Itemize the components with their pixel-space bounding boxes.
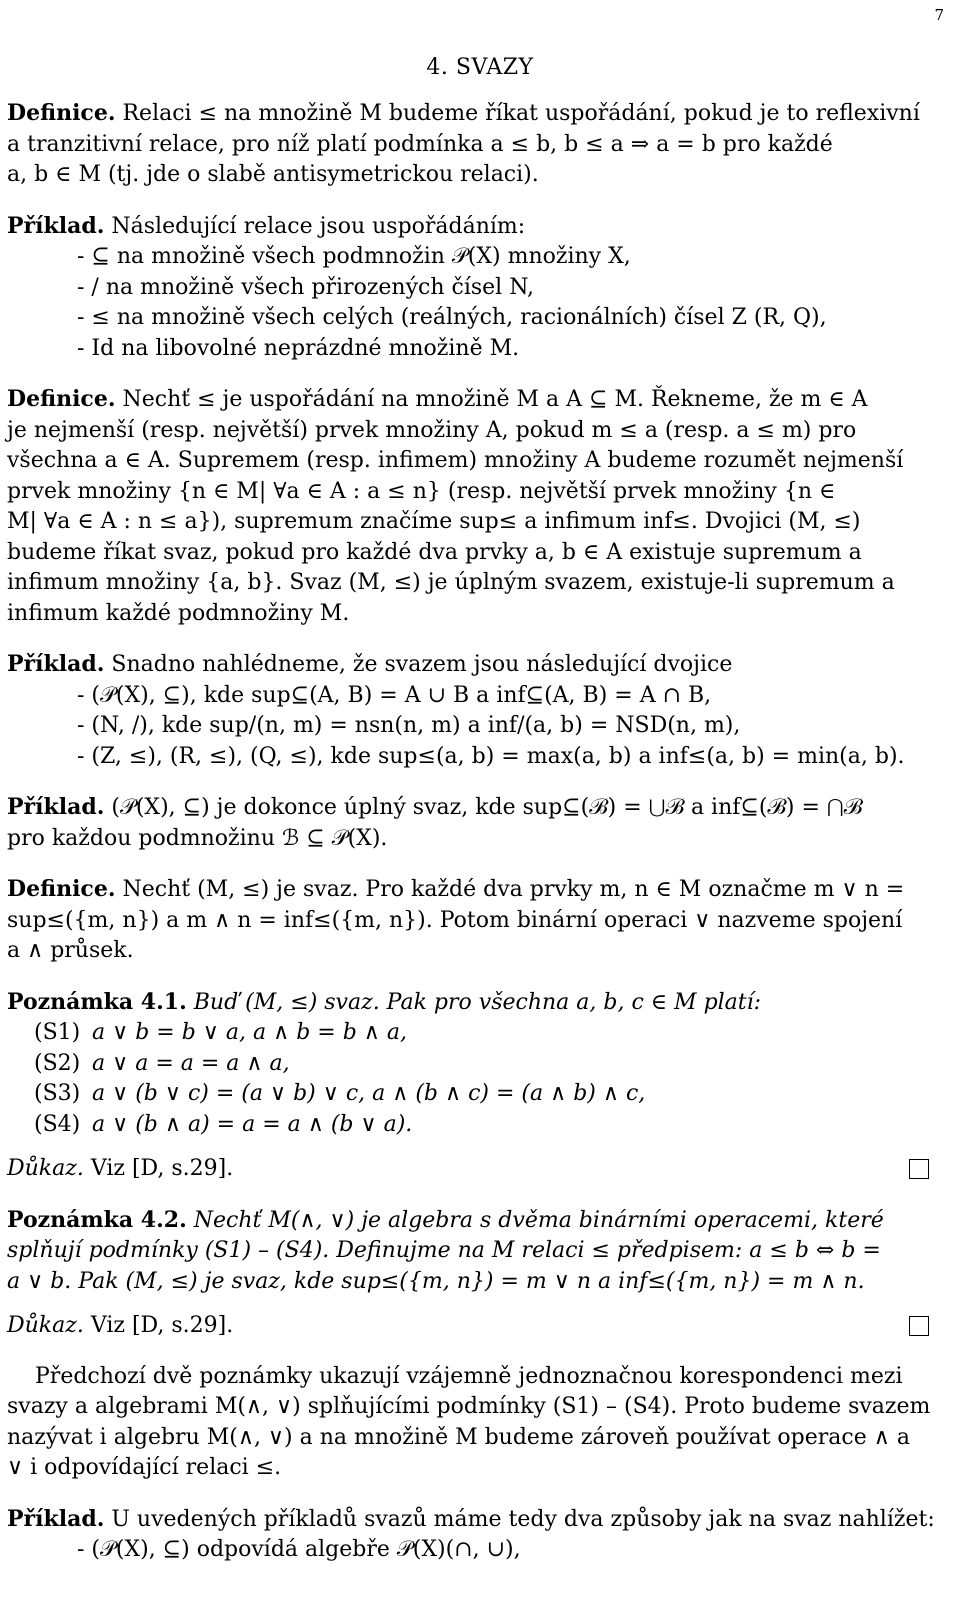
property-text: a ∨ a = a = a ∧ a, (92, 1050, 290, 1076)
definition-line: budeme říkat svaz, pokud pro každé dva prvky a, b ∈ A existuje supremum a (7, 539, 862, 565)
remark-line: a ∨ b. Pak (M, ≤) je svaz, kde sup≤({m, n}) = m ∨ n a inf≤({m, n}) = m ∧ n. (7, 1268, 865, 1294)
list-item: - (Z, ≤), (R, ≤), (Q, ≤), kde sup≤(a, b) = max(a, b) a inf≤(a, b) = min(a, b). (77, 743, 905, 769)
paragraph-correspondence (7, 1362, 937, 1484)
example-intro: U uvedených příkladů svazů máme tedy dva způsoby jak na svaz nahlížet: (111, 1506, 935, 1532)
definition-order (7, 98, 937, 191)
definition-line: prvek množiny {n ∈ M| ∀a ∈ A : a ≤ n} (resp. největší prvek množiny {n ∈ (7, 478, 836, 504)
example-intro: Následující relace jsou uspořádáním: (111, 213, 526, 239)
remark-4-2 (7, 1205, 937, 1342)
example-two-views (7, 1504, 937, 1566)
remark-statement: Buď (M, ≤) svaz. Pak pro všechna a, b, c ∈ M platí: (193, 989, 762, 1015)
document-body (7, 98, 937, 1586)
paragraph-line: ∨ i odpovídající relaci ≤. (7, 1455, 282, 1480)
definition-lattice (7, 384, 937, 629)
definition-line: je nejmenší (resp. největší) prvek množiny A, pokud m ≤ a (resp. a ≤ m) pro (7, 417, 857, 443)
remark-line: Nechť M(∧, ∨) je algebra s dvěma binárními operacemi, které (193, 1207, 884, 1233)
property-list (7, 1018, 937, 1140)
section-title: 4. SVAZY (426, 55, 534, 80)
paragraph-line: nazývat i algebru M(∧, ∨) a na množině M budeme zároveň používat operace ∧ a (7, 1424, 910, 1450)
definition-line: M| ∀a ∈ A : n ≤ a}), supremum značíme sup≤ a infimum inf≤. Dvojici (M, ≤) (7, 509, 861, 534)
property-tag: (S2) (34, 1050, 81, 1076)
property-tag: (S3) (34, 1081, 81, 1106)
definition-label: Definice. (7, 876, 116, 902)
definition-line: všechna a ∈ A. Supremem (resp. infimem) množiny A budeme rozumět nejmenší (7, 448, 904, 473)
property-text: a ∨ b = b ∨ a, a ∧ b = b ∧ a, (92, 1020, 407, 1045)
definition-line: infimum množiny {a, b}. Svaz (M, ≤) je úplným svazem, existuje-li supremum a (7, 570, 895, 595)
proof (7, 1311, 937, 1342)
property-text: a ∨ (b ∨ c) = (a ∨ b) ∨ c, a ∧ (b ∧ c) = (a ∧ b) ∧ c, (92, 1081, 646, 1106)
example-orders (7, 211, 937, 365)
property-text: a ∨ (b ∧ a) = a = a ∧ (b ∨ a). (92, 1111, 413, 1137)
list-item: - (N, /), kde sup/(n, m) = nsn(n, m) a inf/(a, b) = NSD(n, m), (77, 713, 741, 738)
example-label: Příklad. (7, 794, 105, 820)
definition-join-meet (7, 874, 937, 967)
list-item (34, 1049, 937, 1080)
paragraph-line: svazy a algebrami M(∧, ∨) splňujícími podmínky (S1) – (S4). Proto budeme svazem (7, 1394, 931, 1419)
list-item (34, 1079, 937, 1110)
property-tag: (S4) (34, 1111, 81, 1137)
definition-line: sup≤({m, n}) a m ∧ n = inf≤({m, n}). Potom binární operaci ∨ nazveme spojení (7, 907, 903, 933)
example-label: Příklad. (7, 1505, 105, 1532)
definition-line: Nechť ≤ je uspořádání na množině M a A ⊆ M. Řekneme, že m ∈ A (122, 387, 868, 412)
remark-line: splňují podmínky (S1) – (S4). Definujme na M relaci ≤ předpisem: a ≤ b ⇔ b = (7, 1238, 881, 1263)
example-label: Příklad. (7, 212, 105, 239)
example-label: Příklad. (7, 651, 105, 677)
list-item: - / na množině všech přirozených čísel N, (77, 274, 535, 300)
definition-label: Definice. (7, 386, 116, 412)
remark-4-1 (7, 987, 937, 1185)
page-number: 7 (934, 6, 944, 24)
list-item: - ≤ na množině všech celých (reálných, racionálních) čísel Z (R, Q), (77, 305, 827, 330)
qed-icon (909, 1316, 929, 1336)
example-intro: Snadno nahlédneme, že svazem jsou následující dvojice (111, 652, 733, 677)
list-item: - (𝒫(X), ⊆), kde sup⊆(A, B) = A ∪ B a inf⊆(A, B) = A ∩ B, (77, 682, 712, 708)
definition-line: a tranzitivní relace, pro níž platí podmínka a ≤ b, b ≤ a ⇒ a = b pro každé (7, 131, 833, 157)
example-lattices (7, 649, 937, 772)
proof (7, 1154, 937, 1185)
example-complete-lattice (7, 792, 937, 854)
definition-label: Definice. (7, 100, 116, 126)
qed-icon (909, 1159, 929, 1179)
remark-label: Poznámka 4.2. (7, 1206, 187, 1233)
definition-line: Nechť (M, ≤) je svaz. Pro každé dva prvky m, n ∈ M označme m ∨ n = (122, 877, 905, 902)
definition-line: infimum každé podmnožiny M. (7, 600, 350, 626)
example-line: (𝒫(X), ⊆) je dokonce úplný svaz, kde sup⊆(ℬ) = ⋃ℬ a inf⊆(ℬ) = ⋂ℬ (111, 795, 863, 820)
list-item (34, 1110, 937, 1141)
list-item: - (𝒫(X), ⊆) odpovídá algebře 𝒫(X)(∩, ∪), (77, 1537, 521, 1562)
remark-label: Poznámka 4.1. (7, 988, 187, 1015)
proof-text: Viz [D, s.29]. (90, 1156, 234, 1181)
example-line: pro každou podmnožinu ℬ ⊆ 𝒫(X). (7, 825, 388, 851)
proof-text: Viz [D, s.29]. (90, 1313, 234, 1338)
list-item: - ⊆ na množině všech podmnožin 𝒫(X) množiny X, (77, 244, 631, 269)
paragraph-line: Předchozí dvě poznámky ukazují vzájemně jednoznačnou korespondenci mezi (35, 1363, 903, 1389)
definition-line: a ∧ průsek. (7, 938, 134, 963)
definition-line: a, b ∈ M (tj. jde o slabě antisymetrickou relaci). (7, 162, 539, 187)
list-item: - Id na libovolné neprázdné množině M. (77, 335, 520, 361)
definition-line: Relaci ≤ na množině M budeme říkat uspořádání, pokud je to reflexivní (122, 101, 920, 126)
list-item (34, 1018, 937, 1049)
proof-label: Důkaz. (7, 1313, 84, 1338)
property-tag: (S1) (34, 1020, 81, 1045)
proof-label: Důkaz. (7, 1156, 84, 1181)
